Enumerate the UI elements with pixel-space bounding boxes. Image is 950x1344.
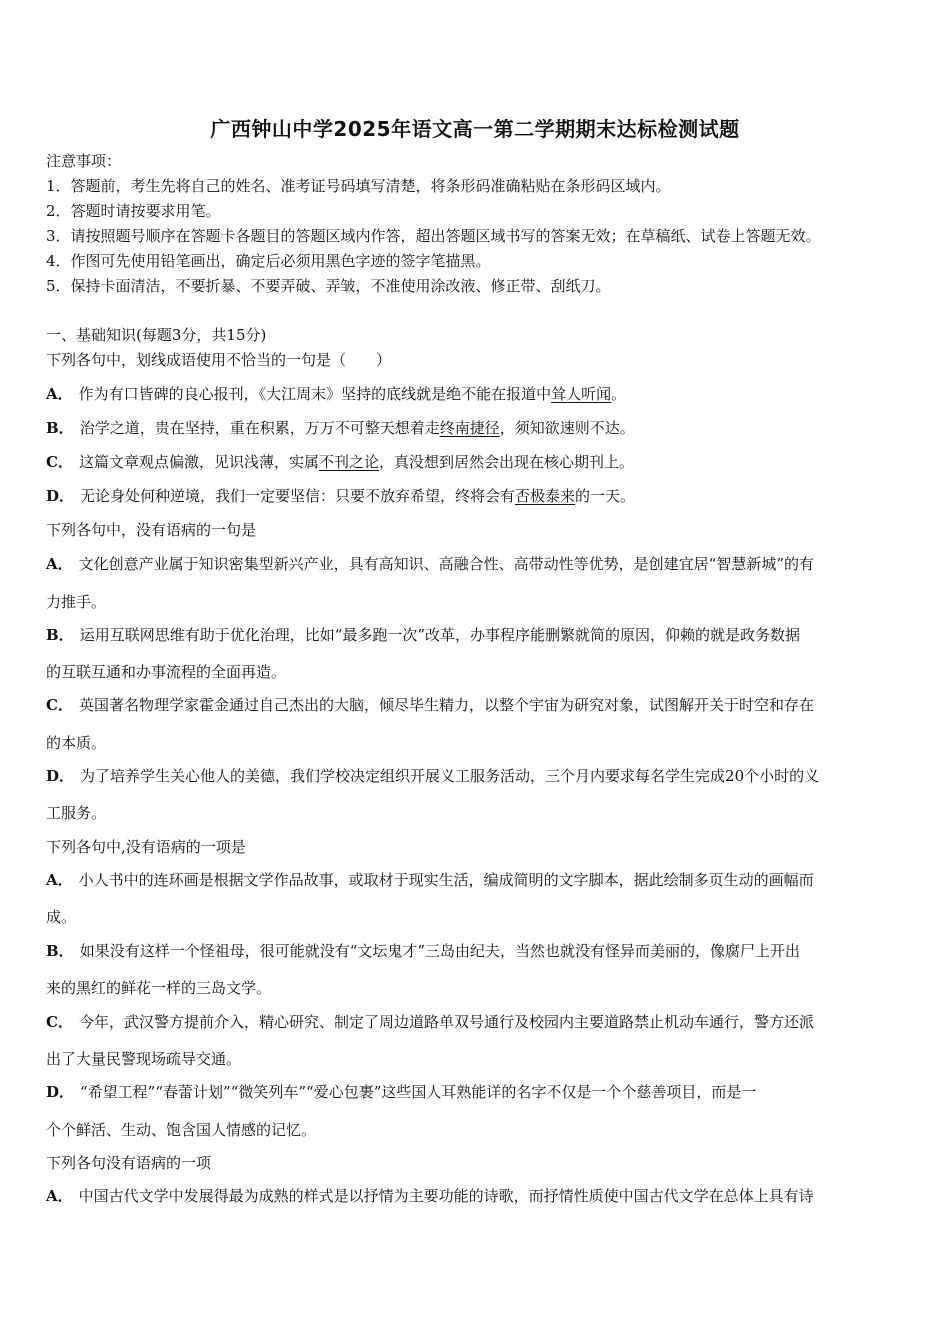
- underlined-idiom: 否极泰来: [515, 487, 576, 505]
- notice-item: 1．答题前，考生先将自己的姓名、准考证号码填写清楚，将条形码准确粘贴在条形码区域内。: [46, 177, 671, 195]
- option-label: D．: [46, 1083, 75, 1101]
- option-text: 运用互联网思维有助于优化治理，比如“最多跑一次”改革，办事程序能删繁就简的原因，仰赖的就是政务数据: [79, 626, 801, 644]
- option-text: “希望工程”“春蕾计划”“微笑列车”“爱心包裹”这些国人耳熟能详的名字不仅是一个个慈善项目，而是一: [80, 1083, 757, 1101]
- option-a: [46, 554, 814, 574]
- option-a: [46, 870, 814, 890]
- option-d: [46, 1082, 756, 1102]
- notice-item: 4．作图可先使用铅笔画出，确定后必须用黑色字迹的签字笔描黑。: [46, 252, 491, 270]
- notice-item: 5．保持卡面清洁，不要折暴、不要弄破、弄皱，不准使用涂改液、修正带、刮纸刀。: [46, 277, 611, 295]
- notice-heading: 注意事项：: [46, 152, 122, 170]
- option-text: 作为有口皆碑的良心报刊，《大江周末》坚持的底线就是绝不能在报道中: [78, 385, 552, 403]
- option-c: [46, 695, 814, 715]
- option-label: A．: [46, 385, 73, 403]
- option-continuation: 成。: [46, 908, 77, 926]
- option-continuation: 的本质。: [46, 734, 107, 752]
- option-text: 为了培养学生关心他人的美德，我们学校决定组织开展义工服务活动，三个月内要求每名学生完成20个小时的义: [80, 767, 820, 785]
- option-label: A．: [46, 555, 73, 573]
- option-a: [46, 1186, 814, 1206]
- option-label: B．: [46, 419, 74, 437]
- notice-item: 2．答题时请按要求用笔。: [46, 202, 221, 220]
- option-d: [46, 766, 819, 786]
- option-label: D．: [46, 767, 75, 785]
- option-b: [46, 625, 800, 645]
- option-text: 英国著名物理学家霍金通过自己杰出的大脑，倾尽毕生精力，以整个宇宙为研究对象，试图解开关于时空和存在: [78, 696, 814, 714]
- option-text: ，须知欲速则不达。: [499, 419, 635, 437]
- question-stem: 下列各句中,没有语病的一项是: [46, 838, 246, 856]
- option-label: C．: [46, 696, 73, 714]
- option-continuation: 力推手。: [46, 593, 107, 611]
- option-c: [46, 1012, 814, 1032]
- option-text: 中国古代文学中发展得最为成熟的样式是以抒情为主要功能的诗歌，而抒情性质使中国古代文学在总体上具有诗: [78, 1187, 814, 1205]
- question-stem: 下列各句没有语病的一项: [46, 1154, 212, 1172]
- option-text: 文化创意产业属于知识密集型新兴产业，具有高知识、高融合性、高带动性等优势，是创建宜居“智慧新城”的有: [78, 555, 814, 573]
- option-text: 无论身处何种逆境，我们一定要坚信：只要不放弃希望，终将会有: [80, 487, 516, 505]
- option-text: 今年，武汉警方提前介入，精心研究、制定了周边道路单双号通行及校园内主要道路禁止机动车通行，警方还派: [78, 1013, 814, 1031]
- underlined-idiom: 不刊之论: [318, 453, 379, 471]
- option-continuation: 的互联互通和办事流程的全面再造。: [46, 663, 287, 681]
- option-label: C．: [46, 1013, 73, 1031]
- underlined-idiom: 耸人听闻: [551, 385, 612, 403]
- option-text: ，真没想到居然会出现在核心期刊上。: [378, 453, 634, 471]
- option-continuation: 来的黑红的鲜花一样的三岛文学。: [46, 979, 272, 997]
- option-label: C．: [46, 453, 73, 471]
- option-continuation: 个个鲜活、生动、饱含国人情感的记忆。: [46, 1121, 317, 1139]
- option-label: D．: [46, 487, 75, 505]
- page-title: 广西钟山中学2025年语文高一第二学期期末达标检测试题: [210, 117, 740, 141]
- notice-item: 3．请按照题号顺序在答题卡各题目的答题区域内作答，超出答题区域书写的答案无效；在草稿纸、试卷上答题无效。: [46, 227, 821, 245]
- option-text: 治学之道，贵在坚持，重在积累，万万不可整天想着走: [79, 419, 440, 437]
- option-label: B．: [46, 626, 74, 644]
- option-label: A．: [46, 1187, 73, 1205]
- option-a: [46, 384, 626, 404]
- option-text: 小人书中的连环画是根据文学作品故事，或取材于现实生活，编成简明的文字脚本，据此绘制多页生动的画幅而: [78, 871, 814, 889]
- option-label: B．: [46, 942, 74, 960]
- section-heading: 一、基础知识(每题3分，共15分): [46, 326, 267, 344]
- option-continuation: 出了大量民警现场疏导交通。: [46, 1050, 242, 1068]
- question-stem: 下列各句中，划线成语使用不恰当的一句是（ ）: [46, 351, 392, 369]
- option-text: 的一天。: [575, 487, 636, 505]
- option-label: A．: [46, 871, 73, 889]
- option-text: 。: [611, 385, 627, 403]
- question-stem: 下列各句中，没有语病的一句是: [46, 521, 257, 539]
- option-text: 如果没有这样一个怪祖母，很可能就没有“文坛鬼才”三岛由纪夫，当然也就没有怪异而美丽的，像腐尸上开出: [79, 942, 801, 960]
- option-b: [46, 941, 800, 961]
- option-c: [46, 452, 634, 472]
- underlined-idiom: 终南捷径: [439, 419, 500, 437]
- option-continuation: 工服务。: [46, 804, 107, 822]
- option-d: [46, 486, 635, 506]
- option-b: [46, 418, 635, 438]
- option-text: 这篇文章观点偏激，见识浅薄，实属: [78, 453, 319, 471]
